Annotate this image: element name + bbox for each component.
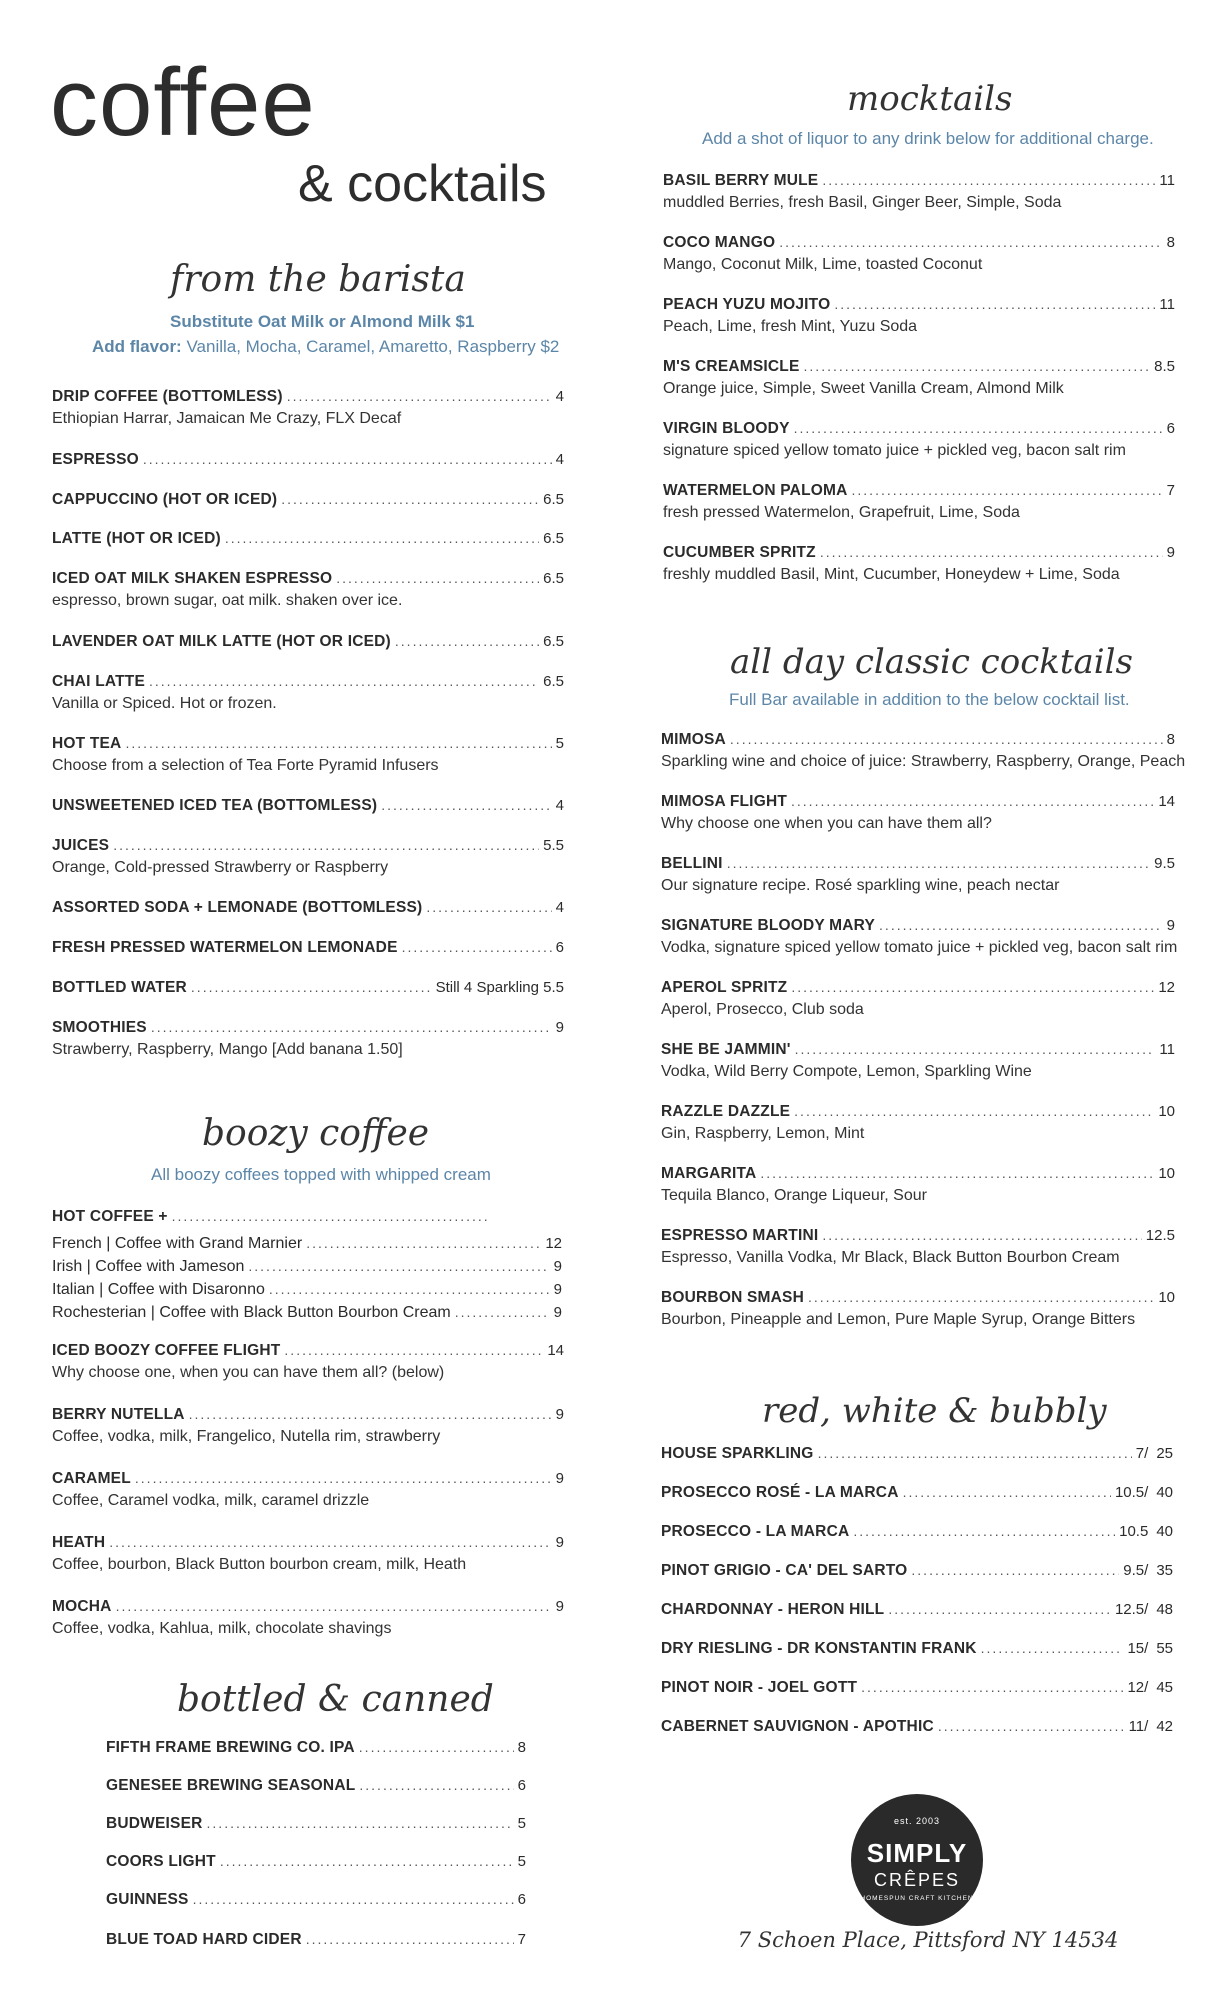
menu-item <box>52 570 564 610</box>
item-description: Orange juice, Simple, Sweet Vanilla Cream, Almond Milk <box>663 380 1064 397</box>
menu-item <box>663 296 1175 336</box>
item-name: SHE BE JAMMIN' <box>661 1041 791 1058</box>
wine-bottle-price: 42 <box>1156 1718 1173 1735</box>
item-description: Coffee, Caramel vodka, milk, caramel drizzle <box>52 1492 370 1509</box>
item-price: 6.5 <box>543 633 564 650</box>
menu-item <box>52 939 564 957</box>
item-price: 8 <box>1166 731 1175 748</box>
item-name: BELLINI <box>661 855 723 872</box>
menu-item <box>52 1406 564 1446</box>
item-price: 8.5 <box>1154 358 1175 375</box>
menu-item <box>661 1103 1175 1143</box>
item-price: 9 <box>555 1598 564 1615</box>
item-name: COORS LIGHT <box>106 1853 216 1870</box>
menu-item <box>52 837 564 877</box>
item-price: 10 <box>1158 1289 1175 1306</box>
menu-item <box>52 1534 564 1574</box>
item-description: Vanilla or Spiced. Hot or frozen. <box>52 695 277 712</box>
item-name: ICED OAT MILK SHAKEN ESPRESSO <box>52 570 333 587</box>
item-description: Gin, Raspberry, Lemon, Mint <box>661 1125 865 1142</box>
wine-glass-price: 10.5 <box>1119 1523 1149 1540</box>
item-name: FIFTH FRAME BREWING CO. IPA <box>106 1739 355 1756</box>
wine-bottle-price: 48 <box>1156 1601 1173 1618</box>
wine-glass-price: 15/ <box>1127 1640 1149 1657</box>
item-price: 4 <box>555 797 564 814</box>
item-price: 6.5 <box>543 673 564 690</box>
wine-bottle-price: 40 <box>1156 1523 1173 1540</box>
item-description: espresso, brown sugar, oat milk. shaken over ice. <box>52 592 403 609</box>
item-price: 7 <box>517 1931 526 1948</box>
item-price: 9 <box>555 1019 564 1036</box>
item-name: MOCHA <box>52 1598 112 1615</box>
item-price: 7 <box>1166 482 1175 499</box>
wine-bottle-price: 45 <box>1156 1679 1173 1696</box>
item-price: 9 <box>1166 544 1175 561</box>
wine-glass-price: 12.5/ <box>1114 1601 1149 1618</box>
menu-item <box>663 358 1175 398</box>
item-price: 14 <box>1158 793 1175 810</box>
item-name: SIGNATURE BLOODY MARY <box>661 917 876 934</box>
menu-item <box>52 491 564 509</box>
item-description: freshly muddled Basil, Mint, Cucumber, Honeydew + Lime, Soda <box>663 566 1120 583</box>
hot-coffee-option: Rochesterian | Coffee with Black Button Bourbon Cream ..... 9 <box>52 1304 562 1322</box>
wine-name: CHARDONNAY - HERON HILL <box>661 1601 885 1618</box>
item-description: signature spiced yellow tomato juice + pickled veg, bacon salt rim <box>663 442 1126 459</box>
item-name: SMOOTHIES <box>52 1019 147 1036</box>
wine-bottle-price: 25 <box>1156 1445 1173 1462</box>
item-price: 14 <box>547 1342 564 1359</box>
wine-bottle-price: 35 <box>1156 1562 1173 1579</box>
menu-item <box>106 1815 526 1833</box>
item-description: muddled Berries, fresh Basil, Ginger Beer, Simple, Soda <box>663 194 1062 211</box>
menu-item <box>661 1165 1175 1205</box>
item-name: M'S CREAMSICLE <box>663 358 800 375</box>
item-price: 6 <box>517 1891 526 1908</box>
wine-name: HOUSE SPARKLING <box>661 1445 814 1462</box>
item-description: Sparkling wine and choice of juice: Strawberry, Raspberry, Orange, Peach <box>661 753 1186 770</box>
classic-note: Full Bar available in addition to the below cocktail list. <box>729 690 1130 709</box>
item-price: 4 <box>555 451 564 468</box>
item-name: ASSORTED SODA + LEMONADE (BOTTOMLESS) <box>52 899 423 916</box>
item-price: 6 <box>517 1777 526 1794</box>
item-name: HEATH <box>52 1534 106 1551</box>
item-price: 6 <box>555 939 564 956</box>
mocktails-note: Add a shot of liquor to any drink below for additional charge. <box>702 129 1154 148</box>
barista-note-2: Add flavor: Vanilla, Mocha, Caramel, Amaretto, Raspberry $2 <box>92 337 560 356</box>
item-name: MIMOSA <box>661 731 726 748</box>
item-name: BOURBON SMASH <box>661 1289 804 1306</box>
menu-item <box>52 388 564 428</box>
menu-item <box>52 899 564 917</box>
item-name: APEROL SPRITZ <box>661 979 788 996</box>
item-price: 4 <box>555 899 564 916</box>
item-description: Strawberry, Raspberry, Mango [Add banana 1.50] <box>52 1041 403 1058</box>
item-name: BERRY NUTELLA <box>52 1406 185 1423</box>
item-price: 11 <box>1159 172 1175 189</box>
page-title: coffee <box>50 49 316 156</box>
item-name: CHAI LATTE <box>52 673 145 690</box>
item-name: FRESH PRESSED WATERMELON LEMONADE <box>52 939 398 956</box>
menu-item <box>661 731 1186 771</box>
item-name: LAVENDER OAT MILK LATTE (HOT OR ICED) <box>52 633 391 650</box>
item-name: CARAMEL <box>52 1470 131 1487</box>
item-price: 12 <box>1158 979 1175 996</box>
menu-item <box>52 735 564 775</box>
menu-item <box>663 544 1175 584</box>
menu-item <box>661 1289 1175 1329</box>
wine-glass-price: 12/ <box>1127 1679 1149 1696</box>
menu-item <box>661 1227 1175 1267</box>
wine-item <box>661 1640 1173 1658</box>
wine-item <box>661 1445 1173 1463</box>
item-name: RAZZLE DAZZLE <box>661 1103 791 1120</box>
address: 7 Schoen Place, Pittsford NY 14534 <box>737 1928 1119 1952</box>
item-price: 5 <box>517 1815 526 1832</box>
wine-name: PINOT GRIGIO - CA' DEL SARTO <box>661 1562 908 1579</box>
item-price: 6.5 <box>543 530 564 547</box>
wine-bottle-price: 40 <box>1156 1484 1173 1501</box>
item-price: 6.5 <box>543 570 564 587</box>
item-price: 10 <box>1158 1165 1175 1182</box>
item-price: 6 <box>1166 420 1175 437</box>
item-price: 11 <box>1159 296 1175 313</box>
item-name: DRIP COFFEE (BOTTOMLESS) <box>52 388 283 405</box>
item-name: BASIL BERRY MULE <box>663 172 819 189</box>
menu-item <box>661 1041 1175 1081</box>
item-name: ESPRESSO <box>52 451 139 468</box>
wine-name: DRY RIESLING - DR KONSTANTIN FRANK <box>661 1640 977 1657</box>
wine-item <box>661 1718 1173 1736</box>
wine-name: CABERNET SAUVIGNON - APOTHIC <box>661 1718 934 1735</box>
item-name: UNSWEETENED ICED TEA (BOTTOMLESS) <box>52 797 378 814</box>
wine-glass-price: 10.5/ <box>1114 1484 1149 1501</box>
menu-item <box>106 1931 526 1949</box>
mocktails-heading: mocktails <box>847 79 1013 119</box>
menu-item <box>661 793 1175 833</box>
item-name: BLUE TOAD HARD CIDER <box>106 1931 302 1948</box>
item-description: Bourbon, Pineapple and Lemon, Pure Maple Syrup, Orange Bitters <box>661 1311 1136 1328</box>
menu-item <box>52 1342 564 1382</box>
menu-item <box>106 1891 526 1909</box>
menu-item <box>663 172 1175 212</box>
wine-item <box>661 1562 1173 1580</box>
item-price: 9 <box>555 1534 564 1551</box>
wine-item <box>661 1523 1173 1541</box>
item-name: CAPPUCCINO (HOT OR ICED) <box>52 491 278 508</box>
wine-glass-price: 9.5/ <box>1123 1562 1149 1579</box>
menu-item <box>106 1853 526 1871</box>
menu-item <box>663 482 1175 522</box>
item-price: 9 <box>1166 917 1175 934</box>
boozy-heading: boozy coffee <box>202 1113 430 1154</box>
menu-item <box>52 1598 564 1638</box>
item-description: Vodka, Wild Berry Compote, Lemon, Sparkling Wine <box>661 1063 1032 1080</box>
item-name: PEACH YUZU MOJITO <box>663 296 831 313</box>
boozy-note: All boozy coffees topped with whipped cream <box>151 1165 491 1184</box>
item-price: 6.5 <box>543 491 564 508</box>
item-description: Why choose one when you can have them all? <box>661 815 992 832</box>
item-name: GENESEE BREWING SEASONAL <box>106 1777 356 1794</box>
hot-coffee-option: French | Coffee with Grand Marnier ..... 12 <box>52 1235 562 1253</box>
item-name: COCO MANGO <box>663 234 776 251</box>
classic-heading: all day classic cocktails <box>730 642 1133 682</box>
item-description: Aperol, Prosecco, Club soda <box>661 1001 864 1018</box>
menu-item <box>661 979 1175 1019</box>
menu-item <box>106 1739 526 1757</box>
item-name: VIRGIN BLOODY <box>663 420 790 437</box>
wine-item <box>661 1484 1173 1502</box>
item-price: 10 <box>1158 1103 1175 1120</box>
item-name: ESPRESSO MARTINI <box>661 1227 819 1244</box>
item-price: 8 <box>517 1739 526 1756</box>
item-description: Coffee, vodka, Kahlua, milk, chocolate shavings <box>52 1620 392 1637</box>
item-description: Ethiopian Harrar, Jamaican Me Crazy, FLX Decaf <box>52 410 402 427</box>
item-name: WATERMELON PALOMA <box>663 482 848 499</box>
item-description: Peach, Lime, fresh Mint, Yuzu Soda <box>663 318 918 335</box>
item-price: 8 <box>1166 234 1175 251</box>
item-name: GUINNESS <box>106 1891 189 1908</box>
bottled-heading: bottled & canned <box>177 1679 494 1720</box>
item-description: Tequila Blanco, Orange Liqueur, Sour <box>661 1187 927 1204</box>
item-name: BOTTLED WATER <box>52 979 187 996</box>
menu-item <box>663 234 1175 274</box>
menu-item <box>106 1777 526 1795</box>
item-name: ICED BOOZY COFFEE FLIGHT <box>52 1342 281 1359</box>
item-name: MARGARITA <box>661 1165 757 1182</box>
item-price: 11 <box>1159 1041 1175 1058</box>
wine-name: PROSECCO - LA MARCA <box>661 1523 850 1540</box>
item-price: 9.5 <box>1154 855 1175 872</box>
item-price: 9 <box>555 1470 564 1487</box>
menu-item <box>52 1470 564 1510</box>
item-name: HOT TEA <box>52 735 122 752</box>
hot-coffee-option: Italian | Coffee with Disaronno ..... 9 <box>52 1281 562 1299</box>
item-description: Coffee, vodka, milk, Frangelico, Nutella rim, strawberry <box>52 1428 441 1445</box>
wine-glass-price: 11/ <box>1128 1718 1149 1735</box>
item-name: MIMOSA FLIGHT <box>661 793 788 810</box>
item-name: CUCUMBER SPRITZ <box>663 544 816 561</box>
simply-crepes-logo: est. 2003 SIMPLY CRÊPES HOMESPUN CRAFT KITCHEN <box>851 1794 983 1926</box>
wine-bottle-price: 55 <box>1156 1640 1173 1657</box>
menu-item <box>52 530 564 548</box>
menu-item <box>52 633 564 651</box>
wine-item <box>661 1601 1173 1619</box>
item-description: Mango, Coconut Milk, Lime, toasted Coconut <box>663 256 983 273</box>
item-price: 9 <box>555 1406 564 1423</box>
item-price: 5.5 <box>543 837 564 854</box>
item-price: 5 <box>555 735 564 752</box>
menu-item <box>52 451 564 469</box>
item-description: Coffee, bourbon, Black Button bourbon cream, milk, Heath <box>52 1556 467 1573</box>
item-description: fresh pressed Watermelon, Grapefruit, Lime, Soda <box>663 504 1020 521</box>
item-price: Still 4 Sparkling 5.5 <box>435 979 564 996</box>
menu-item <box>52 673 564 713</box>
menu-item <box>52 979 564 997</box>
wine-name: PROSECCO ROSÉ - LA MARCA <box>661 1484 899 1501</box>
menu-item <box>52 1019 564 1059</box>
item-description: Espresso, Vanilla Vodka, Mr Black, Black Button Bourbon Cream <box>661 1249 1120 1266</box>
menu-item <box>661 855 1175 895</box>
menu-item <box>661 917 1178 957</box>
item-name: HOT COFFEE + <box>52 1208 168 1225</box>
item-price: 5 <box>517 1853 526 1870</box>
item-name: JUICES <box>52 837 110 854</box>
item-description: Vodka, signature spiced yellow tomato juice + pickled veg, bacon salt rim <box>661 939 1178 956</box>
item-description: Our signature recipe. Rosé sparkling wine, peach nectar <box>661 877 1060 894</box>
item-price: 4 <box>555 388 564 405</box>
barista-heading: from the barista <box>170 259 466 300</box>
barista-note-1: Substitute Oat Milk or Almond Milk $1 <box>170 312 475 331</box>
menu-item <box>52 797 564 815</box>
item-price: 12.5 <box>1145 1227 1175 1244</box>
menu-item <box>663 420 1175 460</box>
item-name: LATTE (HOT OR ICED) <box>52 530 221 547</box>
item-description: Choose from a selection of Tea Forte Pyramid Infusers <box>52 757 439 774</box>
hot-coffee-option: Irish | Coffee with Jameson ..... 9 <box>52 1258 562 1276</box>
wine-name: PINOT NOIR - JOEL GOTT <box>661 1679 858 1696</box>
item-name: BUDWEISER <box>106 1815 203 1832</box>
wine-glass-price: 7/ <box>1135 1445 1149 1462</box>
menu-item-hot-coffee <box>52 1208 492 1226</box>
page-subtitle: & cocktails <box>298 155 547 213</box>
item-description: Why choose one, when you can have them all? (below) <box>52 1364 445 1381</box>
wine-item <box>661 1679 1173 1697</box>
wine-heading: red, white & bubbly <box>762 1391 1107 1431</box>
item-description: Orange, Cold-pressed Strawberry or Raspberry <box>52 859 389 876</box>
